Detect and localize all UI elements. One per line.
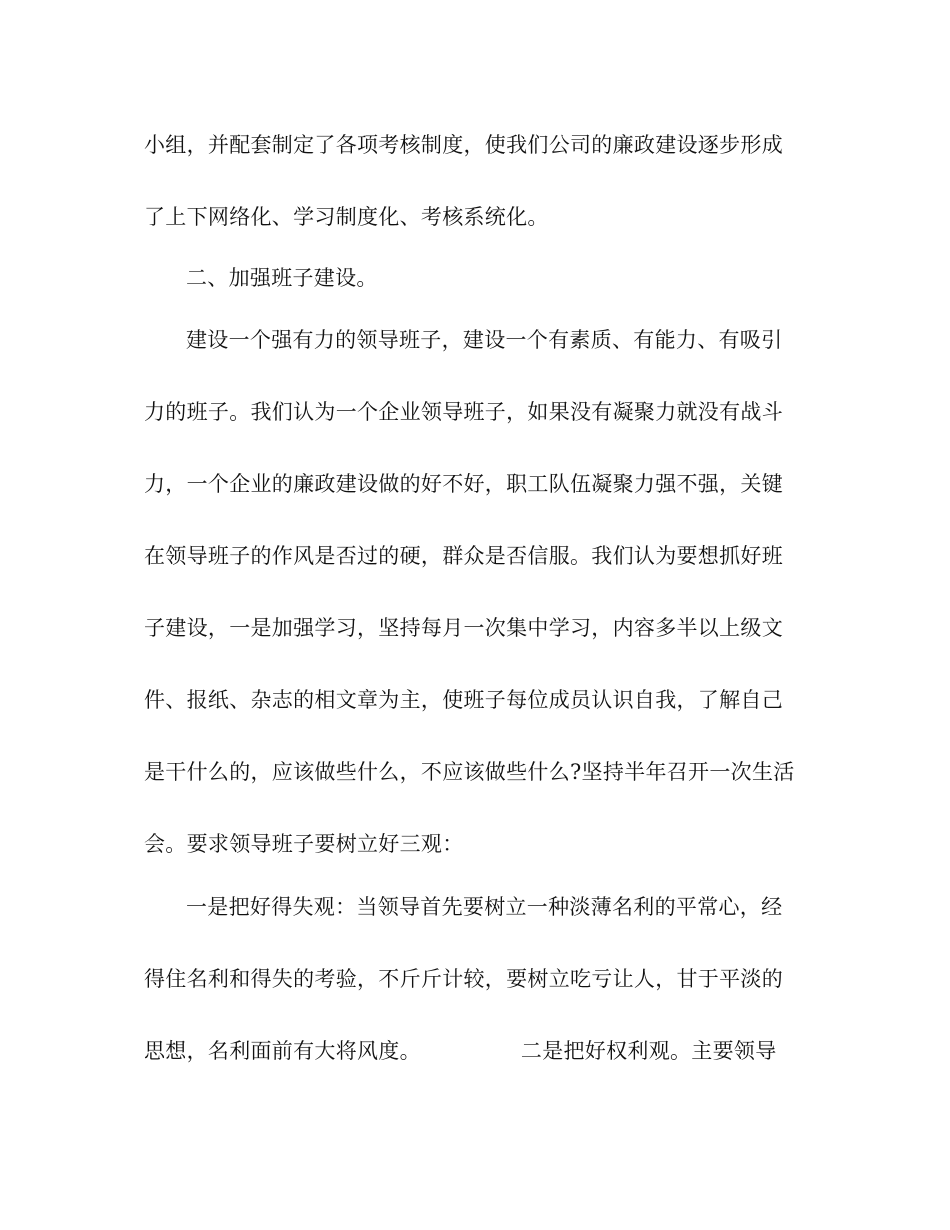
text-line: 建设一个强有力的领导班子，建设一个有素质、有能力、有吸引 [186, 328, 783, 352]
text-line: 件、报纸、杂志的相文章为主，使班子每位成员认识自我，了解自己 [144, 688, 783, 712]
text-line: 是干什么的，应该做些什么，不应该做些什么?坚持半年召开一次生活 [144, 760, 795, 784]
text-line: 子建设，一是加强学习，坚持每月一次集中学习，内容多半以上级文 [144, 616, 783, 640]
text-line: 力，一个企业的廉政建设做的好不好，职工队伍凝聚力强不强，关键 [144, 472, 783, 496]
text-line: 一是把好得失观：当领导首先要树立一种淡薄名利的平常心，经 [186, 895, 783, 919]
text-line: 得住名利和得失的考验，不斤斤计较，要树立吃亏让人，甘于平淡的 [144, 967, 783, 991]
text-line: 会。要求领导班子要树立好三观： [144, 832, 464, 856]
text-line-combined [144, 1037, 824, 1065]
text-segment: 二是把好权利观。主要领导 [520, 1039, 777, 1063]
section-heading: 二、加强班子建设。 [186, 266, 378, 290]
text-line: 了上下网络化、学习制度化、考核系统化。 [144, 205, 549, 229]
text-line: 在领导班子的作风是否过的硬，群众是否信服。我们认为要想抓好班 [144, 544, 783, 568]
text-line: 力的班子。我们认为一个企业领导班子，如果没有凝聚力就没有战斗 [144, 400, 783, 424]
text-line: 小组，并配套制定了各项考核制度，使我们公司的廉政建设逐步形成 [144, 133, 783, 157]
text-segment: 思想，名利面前有大将风度。 [144, 1039, 421, 1063]
